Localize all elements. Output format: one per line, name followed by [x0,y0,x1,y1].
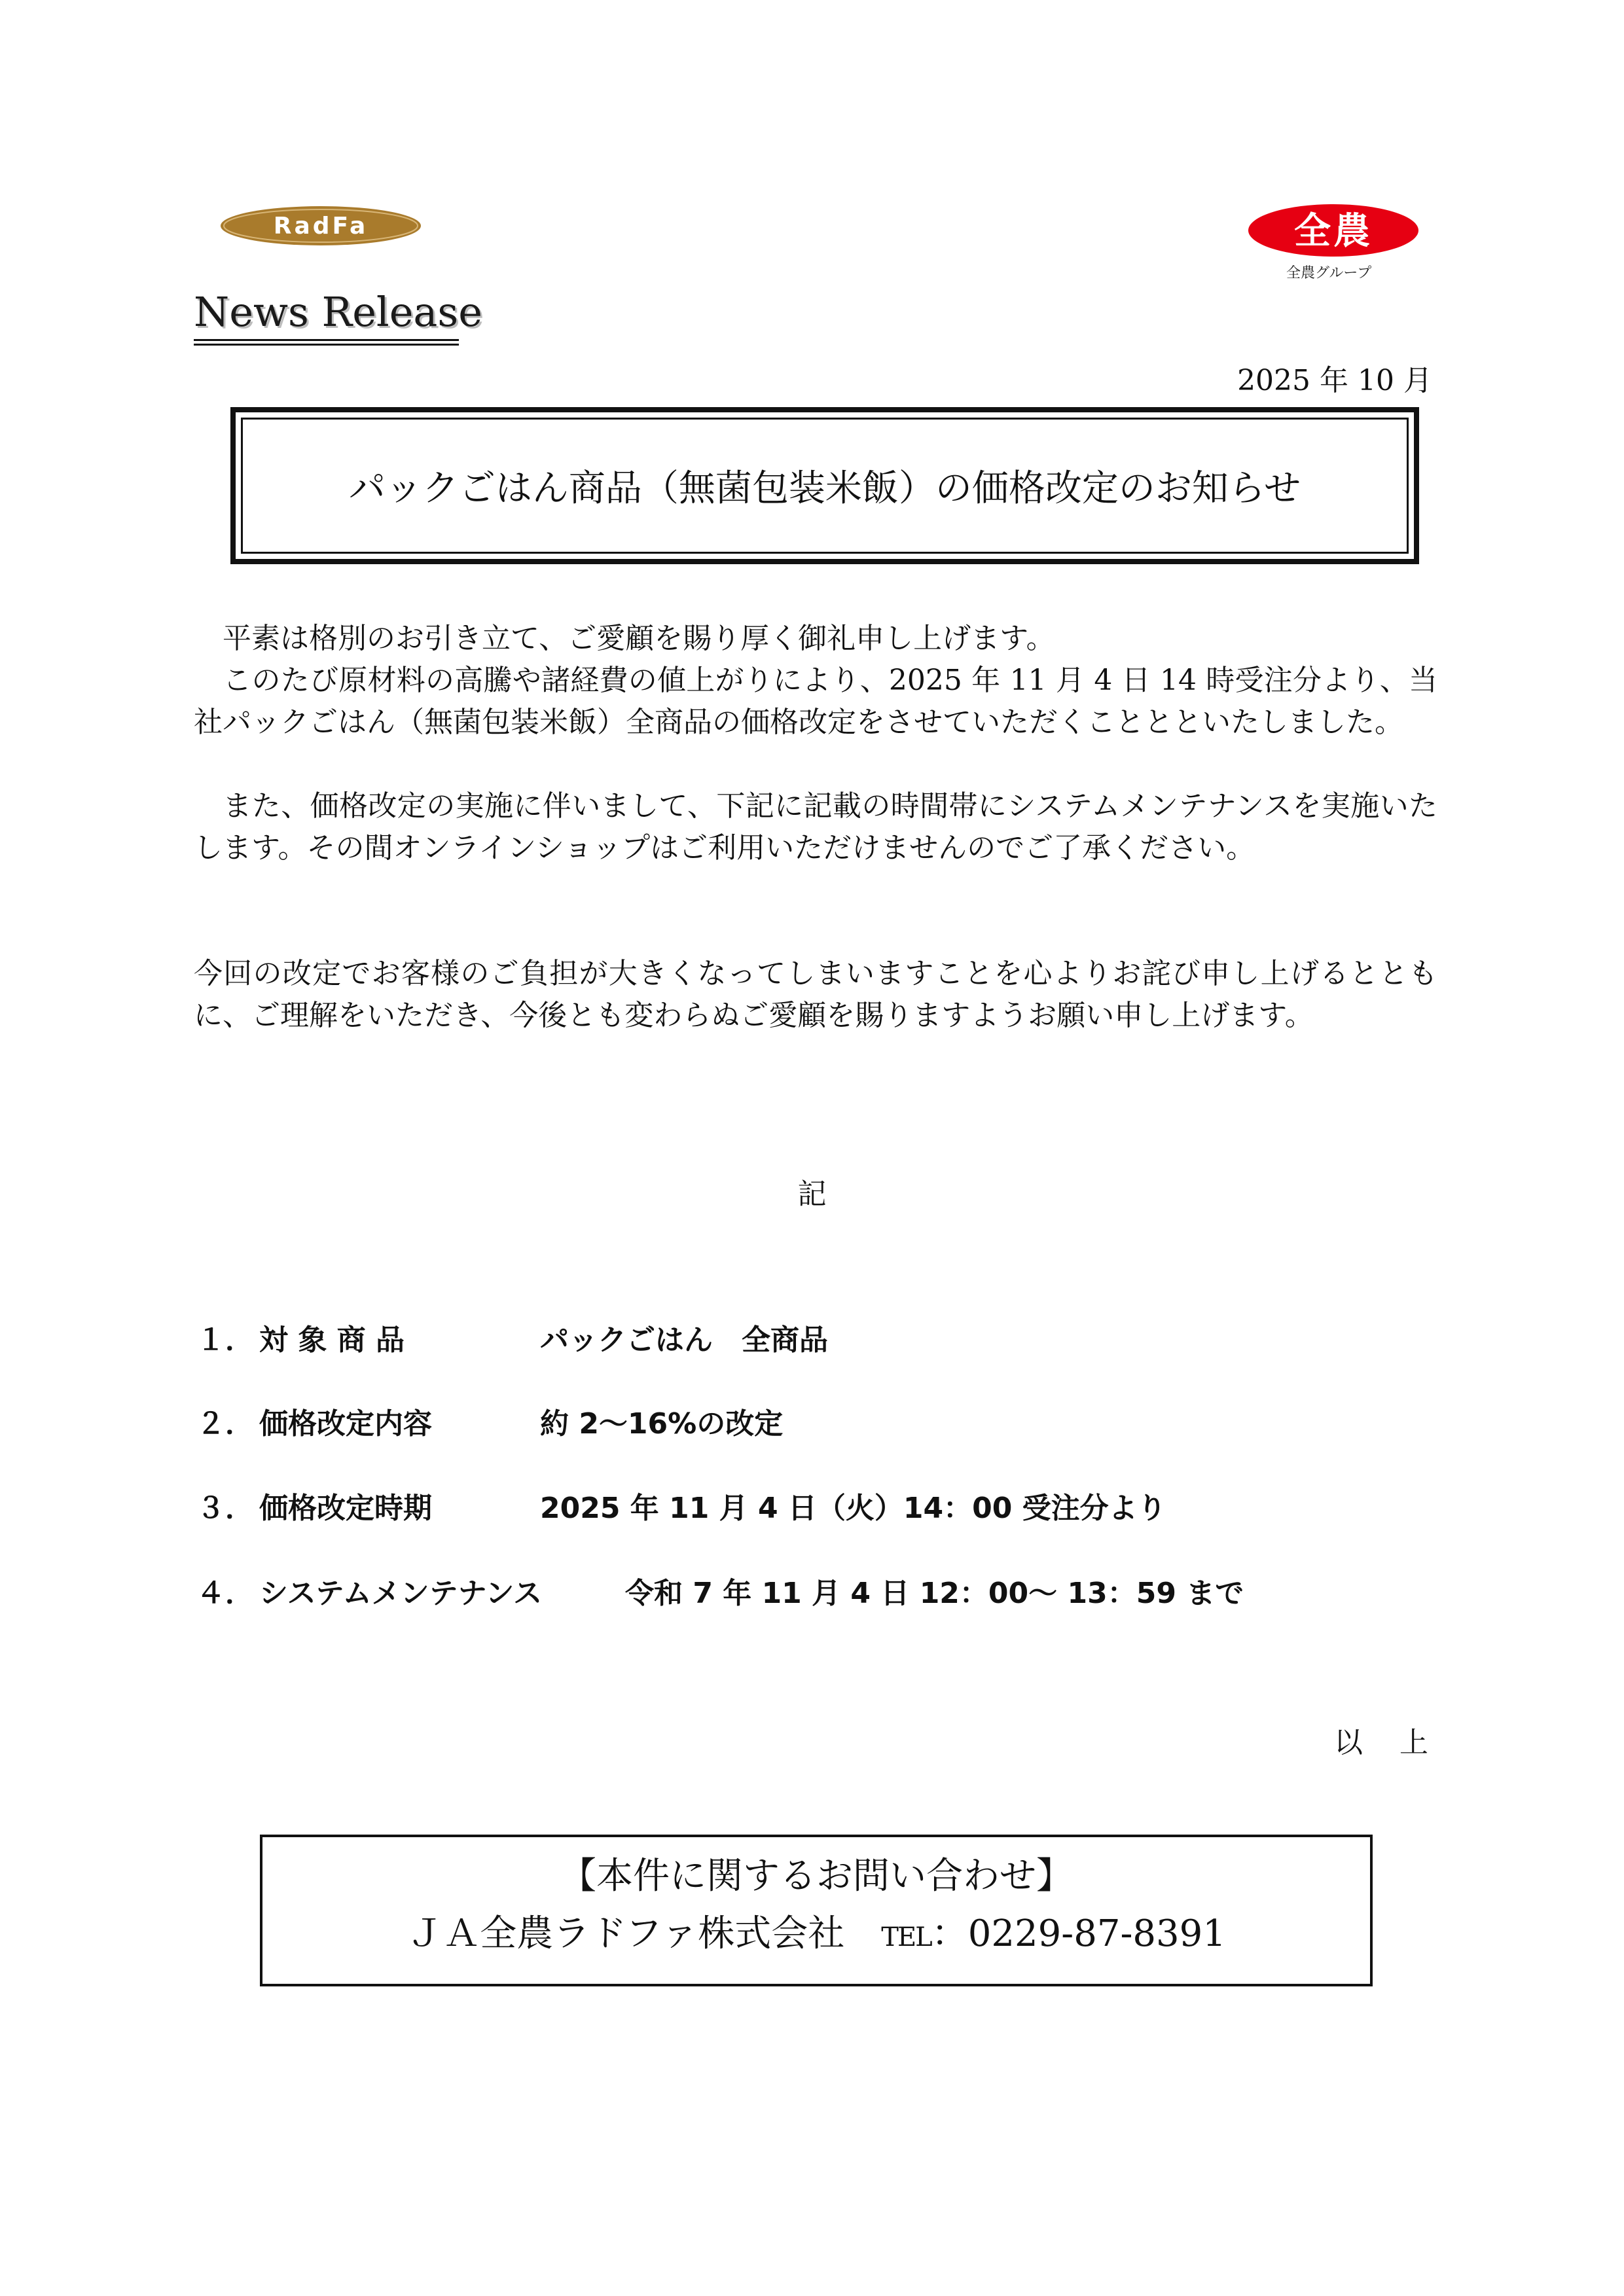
body-paragraph-1-text: 平素は格別のお引き立て、ご愛顧を賜り厚く御礼申し上げます。 [223,622,1055,655]
item-label: 対 象 商 品 [259,1323,405,1357]
item-number: ４． [196,1577,254,1610]
body-paragraph-3 [194,785,1437,869]
contact-line [262,1904,1370,1967]
title-box-inner [241,418,1409,554]
item-price-revision-content [196,1403,784,1445]
body-paragraph-3-text: また、価格改定の実施に伴いまして、下記に記載の時間帯にシステムメンテナンスを実施いたします。その間オンラインショップはご利用いただけませんのでご了承ください。 [194,789,1437,865]
zennoh-group-label: 全農グループ [1286,265,1372,281]
item-label: 価格改定内容 [259,1407,432,1441]
contact-heading: 【本件に関するお問い合わせ】 [560,1855,1073,1897]
item-value: 令和 7 年 11 月 4 日 12：00～ 13：59 まで [625,1577,1244,1610]
body-paragraph-2 [194,660,1437,744]
item-price-revision-date [196,1488,1166,1530]
title-box [230,407,1419,564]
release-date: 2025 年 10 月 [1237,364,1432,397]
body-paragraph-1 [194,618,1437,660]
item-system-maintenance [196,1573,1244,1615]
item-target-products [196,1319,828,1361]
contact-tel-separator: ： [931,1912,968,1955]
item-label: 価格改定時期 [259,1492,432,1525]
contact-tel-number: 0229-87-8391 [967,1912,1226,1955]
body-paragraph-4 [194,953,1437,1037]
item-value: パックごはん 全商品 [540,1323,828,1357]
item-label: システムメンテナンス [259,1577,543,1610]
contact-box [260,1835,1373,1986]
zennoh-logo [1247,203,1420,281]
item-number: ２． [196,1407,254,1441]
news-release-underline [194,339,459,347]
contact-company: ＪＡ全農ラドファ株式会社 [406,1912,845,1955]
svg-text:全農: 全農 [1294,210,1373,253]
svg-text:RadFa: RadFa [273,213,369,240]
radfa-logo [219,203,422,249]
item-value: 2025 年 11 月 4 日（火）14：00 受注分より [540,1492,1166,1525]
ki-marker: 記 [797,1177,827,1211]
item-number: ３． [196,1492,254,1525]
contact-tel-label: TEL [881,1922,931,1952]
news-release-heading: News Release [194,288,482,336]
closing-ijo: 以 上 [1334,1726,1432,1759]
body-paragraph-4-text: 今回の改定でお客様のご負担が大きくなってしまいますことを心よりお詫び申し上げるとともに、ご理解をいただき、今後とも変わらぬご愛顧を賜りますようお願い申し上げます。 [194,957,1437,1032]
item-value: 約 2～16%の改定 [540,1407,784,1441]
page-title: パックごはん商品（無菌包装米飯）の価格改定のお知らせ [348,467,1301,510]
item-number: １． [196,1323,254,1357]
body-paragraph-2-text: このたび原材料の高騰や諸経費の値上がりにより、2025 年 11 月 4 日 14 時受注分より、当社パックごはん（無菌包装米飯）全商品の価格改定をさせていただくこととといたしました。 [194,664,1437,739]
